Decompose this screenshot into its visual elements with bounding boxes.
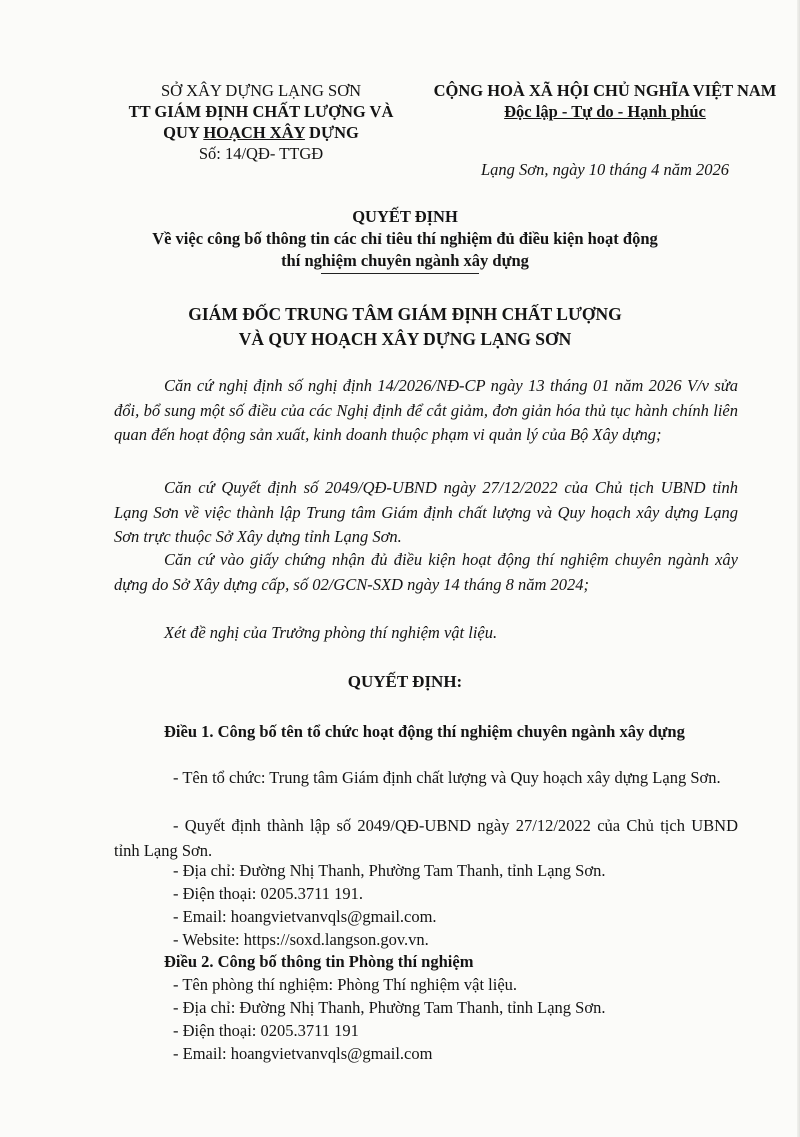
dateline: Lạng Sơn, ngày 10 tháng 4 năm 2026 bbox=[480, 160, 730, 179]
director-title-line1: GIÁM ĐỐC TRUNG TÂM GIÁM ĐỊNH CHẤT LƯỢNG bbox=[188, 304, 622, 324]
agency-name-line1: TT GIÁM ĐỊNH CHẤT LƯỢNG VÀ bbox=[128, 102, 394, 121]
basis-paragraph-3: Căn cứ vào giấy chứng nhận đủ điều kiện hoạt động thí nghiệm chuyên ngành xây dựng do Sở Xây dựng cấp, số 02/GCN-SXD ngày 14 tháng 8 năm 2024; bbox=[114, 550, 738, 594]
article-1-item: - Email: hoangvietvanvqls@gmail.com. bbox=[173, 907, 437, 926]
decision-heading: QUYẾT ĐỊNH: bbox=[347, 672, 463, 691]
parent-agency: SỞ XÂY DỰNG LẠNG SƠN bbox=[160, 81, 362, 100]
issuing-agency-block bbox=[96, 80, 426, 164]
agency-name-line2 bbox=[96, 122, 426, 143]
article-1-item: - Website: https://soxd.langson.gov.vn. bbox=[173, 930, 429, 949]
basis-paragraph-4: Xét đề nghị của Trưởng phòng thí nghiệm vật liệu. bbox=[164, 623, 498, 642]
agency-name-part-a: QUY bbox=[163, 123, 204, 142]
director-title-line2: VÀ QUY HOẠCH XÂY DỰNG LẠNG SƠN bbox=[238, 329, 572, 349]
article-1-item: - Địa chỉ: Đường Nhị Thanh, Phường Tam Thanh, tỉnh Lạng Sơn. bbox=[173, 861, 606, 880]
article-2-heading: Điều 2. Công bố thông tin Phòng thí nghiệm bbox=[164, 952, 474, 971]
article-1-item: - Tên tổ chức: Trung tâm Giám định chất lượng và Quy hoạch xây dựng Lạng Sơn. bbox=[173, 768, 721, 787]
national-title: CỘNG HOÀ XÃ HỘI CHỦ NGHĨA VIỆT NAM bbox=[433, 81, 777, 100]
article-2-item: - Email: hoangvietvanvqls@gmail.com bbox=[173, 1044, 433, 1063]
article-1-item: - Điện thoại: 0205.3711 191. bbox=[173, 884, 364, 903]
article-2-item: - Địa chỉ: Đường Nhị Thanh, Phường Tam Thanh, tỉnh Lạng Sơn. bbox=[173, 998, 606, 1017]
document-number: Số: 14/QĐ- TTGĐ bbox=[198, 144, 324, 163]
article-2-item: - Tên phòng thí nghiệm: Phòng Thí nghiệm vật liệu. bbox=[173, 975, 518, 994]
agency-name-part-c: DỰNG bbox=[304, 123, 359, 142]
basis-paragraph-1: Căn cứ nghị định số nghị định 14/2026/NĐ-CP ngày 13 tháng 01 năm 2026 V/v sửa đổi, bổ sung một số điều của các Nghị định để cắt giảm, đơn giản hóa thủ tục hành chính liên quan đến hoạt động sản xuất, kinh doanh thuộc phạm vi quản lý của Bộ Xây dựng; bbox=[114, 376, 738, 444]
agency-name-part-b: HOẠCH XÂY bbox=[203, 123, 305, 142]
decision-title-block bbox=[70, 206, 740, 272]
decision-subject-line2: thí nghiệm chuyên ngành xây dựng bbox=[281, 251, 529, 270]
director-title-block bbox=[70, 302, 740, 352]
decision-subject-line1: Về việc công bố thông tin các chỉ tiêu thí nghiệm đủ điều kiện hoạt động bbox=[152, 229, 658, 248]
national-motto: Độc lập - Tự do - Hạnh phúc bbox=[504, 102, 706, 121]
title-underline bbox=[321, 273, 479, 274]
article-2-item: - Điện thoại: 0205.3711 191 bbox=[173, 1021, 359, 1040]
decision-title: QUYẾT ĐỊNH bbox=[352, 207, 458, 226]
article-1-heading: Điều 1. Công bố tên tổ chức hoạt động thí nghiệm chuyên ngành xây dựng bbox=[164, 722, 685, 741]
article-1-item: - Quyết định thành lập số 2049/QĐ-UBND ngày 27/12/2022 của Chủ tịch UBND tỉnh Lạng Sơn. bbox=[114, 816, 738, 860]
basis-paragraph-2: Căn cứ Quyết định số 2049/QĐ-UBND ngày 27/12/2022 của Chủ tịch UBND tỉnh Lạng Sơn về việc thành lập Trung tâm Giám định chất lượng và Quy hoạch xây dựng Lạng Sơn trực thuộc Sở Xây dựng tỉnh Lạng Sơn. bbox=[114, 478, 738, 546]
national-title-block bbox=[420, 80, 790, 122]
